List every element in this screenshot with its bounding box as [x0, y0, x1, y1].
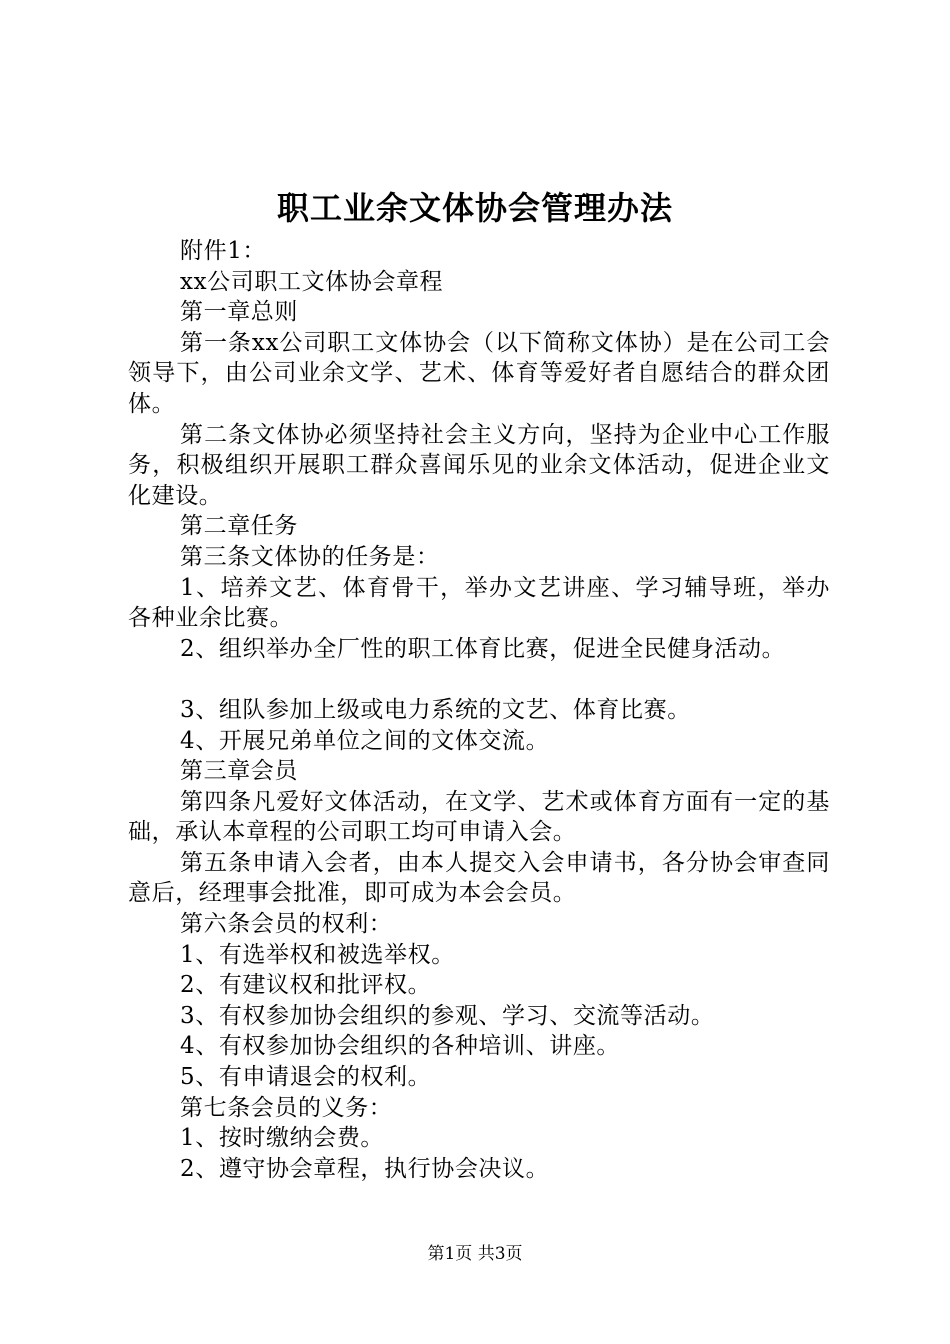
- article-paragraph: 第二条文体协必须坚持社会主义方向，坚持为企业中心工作服务，积极组织开展职工群众喜闻乐见的业余文体活动，促进企业文化建设。: [128, 421, 830, 509]
- list-item: 2、遵守协会章程，执行协会决议。: [180, 1155, 550, 1182]
- chapter-heading: 第一章总则: [180, 299, 298, 326]
- list-item: 2、有建议权和批评权。: [180, 972, 432, 999]
- list-item: 1、培养文艺、体育骨干，举办文艺讲座、学习辅导班，举办各种业余比赛。: [128, 574, 830, 632]
- list-item: 1、按时缴纳会费。: [180, 1125, 385, 1152]
- document-body: [128, 236, 830, 1184]
- list-item: 2、组织举办全厂性的职工体育比赛，促进全民健身活动。: [180, 635, 786, 662]
- page-number-footer: 第1页 共3页: [427, 1244, 523, 1264]
- article-paragraph: 第三条文体协的任务是：: [180, 543, 440, 570]
- list-item: 4、开展兄弟单位之间的文体交流。: [180, 727, 550, 754]
- blank-line: [128, 664, 830, 695]
- document-title: 职工业余文体协会管理办法: [276, 189, 673, 227]
- article-paragraph: 第一条xx公司职工文体协会（以下简称文体协）是在公司工会领导下，由公司业余文学、艺术、体育等爱好者自愿结合的群众团体。: [128, 329, 830, 417]
- list-item: 3、有权参加协会组织的参观、学习、交流等活动。: [180, 1002, 715, 1029]
- list-item: 3、组队参加上级或电力系统的文艺、体育比赛。: [180, 696, 691, 723]
- list-item: 1、有选举权和被选举权。: [180, 941, 455, 968]
- list-item: 4、有权参加协会组织的各种培训、讲座。: [180, 1033, 621, 1060]
- article-paragraph: 第七条会员的义务：: [180, 1094, 393, 1121]
- list-item: 5、有申请退会的权利。: [180, 1064, 432, 1091]
- article-paragraph: 第五条申请入会者，由本人提交入会申请书，各分协会审查同意后，经理事会批准，即可成为本会会员。: [128, 849, 830, 907]
- article-paragraph: 第四条凡爱好文体活动，在文学、艺术或体育方面有一定的基础，承认本章程的公司职工均可申请入会。: [128, 788, 830, 846]
- chapter-heading: 第二章任务: [180, 513, 298, 540]
- paragraph-attachment: 附件1：: [180, 238, 267, 264]
- paragraph-charter-title: xx公司职工文体协会章程: [180, 268, 444, 295]
- chapter-heading: 第三章会员: [180, 758, 298, 785]
- article-paragraph: 第六条会员的权利：: [180, 911, 393, 938]
